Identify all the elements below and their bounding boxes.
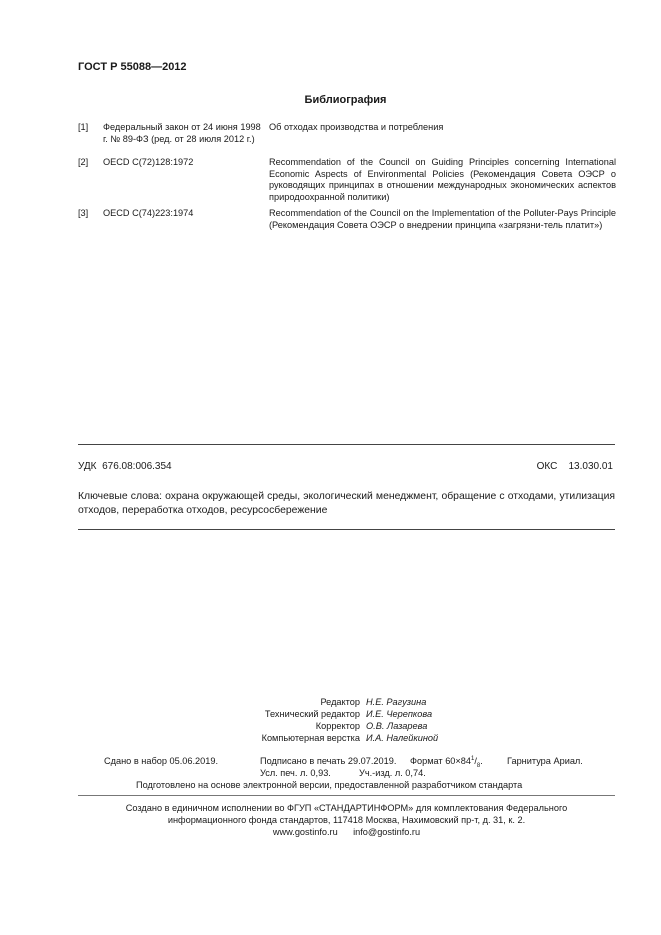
editor-label: Редактор bbox=[320, 697, 360, 707]
print-sheets: Усл. печ. л. 0,93. bbox=[260, 768, 331, 778]
set-date: Сдано в набор 05.06.2019. bbox=[104, 756, 219, 766]
oks-value: 13.030.01 bbox=[568, 461, 613, 472]
editor-name: Н.Е. Рагузина bbox=[366, 697, 427, 707]
corrector-name: О.В. Лазарева bbox=[366, 721, 428, 731]
footer-line-1: Создано в единичном исполнении во ФГУП «СТАНДАРТИНФОРМ» для комплектования Федерального bbox=[125, 803, 568, 813]
layout-label: Компьютерная верстка bbox=[261, 733, 360, 743]
footer-contacts bbox=[78, 826, 615, 839]
document-id: ГОСТ Р 55088—2012 bbox=[78, 61, 187, 73]
entry-source: OECD C(74)223:1974 bbox=[103, 208, 194, 218]
format: Формат $60\times 84^1/_8$. bbox=[410, 756, 483, 769]
oks-code bbox=[537, 461, 613, 472]
prepared-note: Подготовлено на основе электронной версии, предоставленной разработчиком стандарта bbox=[136, 780, 523, 790]
corrector-label: Корректор bbox=[315, 721, 360, 731]
font-info: Гарнитура Ариал. bbox=[507, 756, 583, 766]
udk-code bbox=[78, 461, 172, 472]
entry-number: [2] bbox=[78, 157, 89, 167]
entry-number: [1] bbox=[78, 122, 89, 132]
keywords: Ключевые слова: охрана окружающей среды, экологический менеджмент, обращение с отходами, утилизация отходов, переработка отходов, ресурсосбережение bbox=[78, 491, 615, 516]
tech-editor-name: И.Е. Черепкова bbox=[366, 709, 433, 719]
entry-source: Федеральный закон от 24 июня 1998 г. № 89-ФЗ (ред. от 28 июля 2012 г.) bbox=[103, 122, 261, 144]
tech-editor-label: Технический редактор bbox=[264, 709, 360, 719]
site-link[interactable]: www.gostinfo.ru bbox=[272, 827, 338, 837]
email-link[interactable]: info@gostinfo.ru bbox=[353, 827, 421, 837]
footer-line-2: информационного фонда стандартов, 117418 Москва, Нахимовский пр-т, д. 31, к. 2. bbox=[167, 815, 526, 825]
entry-source: OECD C(72)128:1972 bbox=[103, 157, 194, 167]
entry-number: [3] bbox=[78, 208, 89, 218]
divider bbox=[78, 529, 615, 530]
entry-description: Recommendation of the Council on the Implementation of the Polluter-Pays Principle (Рекомендация Совета ОЭСР о внедрении принципа «загрязни-тель платит») bbox=[269, 208, 616, 230]
divider bbox=[78, 795, 615, 796]
entry-description: Recommendation of the Council on Guiding Principles concerning International Economic Aspects of Environmental Policies (Рекомендация Совета ОЭСР о руководящих принципах в отношении международных экономических аспектов природоохранной политики) bbox=[269, 157, 616, 202]
signed-date: Подписано в печать 29.07.2019. bbox=[260, 756, 397, 766]
layout-name: И.А. Налейкиной bbox=[366, 733, 439, 743]
divider bbox=[78, 444, 615, 445]
udk-value: 676.08:006.354 bbox=[102, 461, 172, 472]
oks-label: ОКС bbox=[536, 461, 558, 472]
udk-label: УДК bbox=[78, 461, 97, 472]
pub-sheets: Уч.-изд. л. 0,74. bbox=[359, 768, 426, 778]
bibliography-title: Библиография bbox=[304, 94, 387, 106]
entry-description: Об отходах производства и потребления bbox=[269, 122, 444, 132]
